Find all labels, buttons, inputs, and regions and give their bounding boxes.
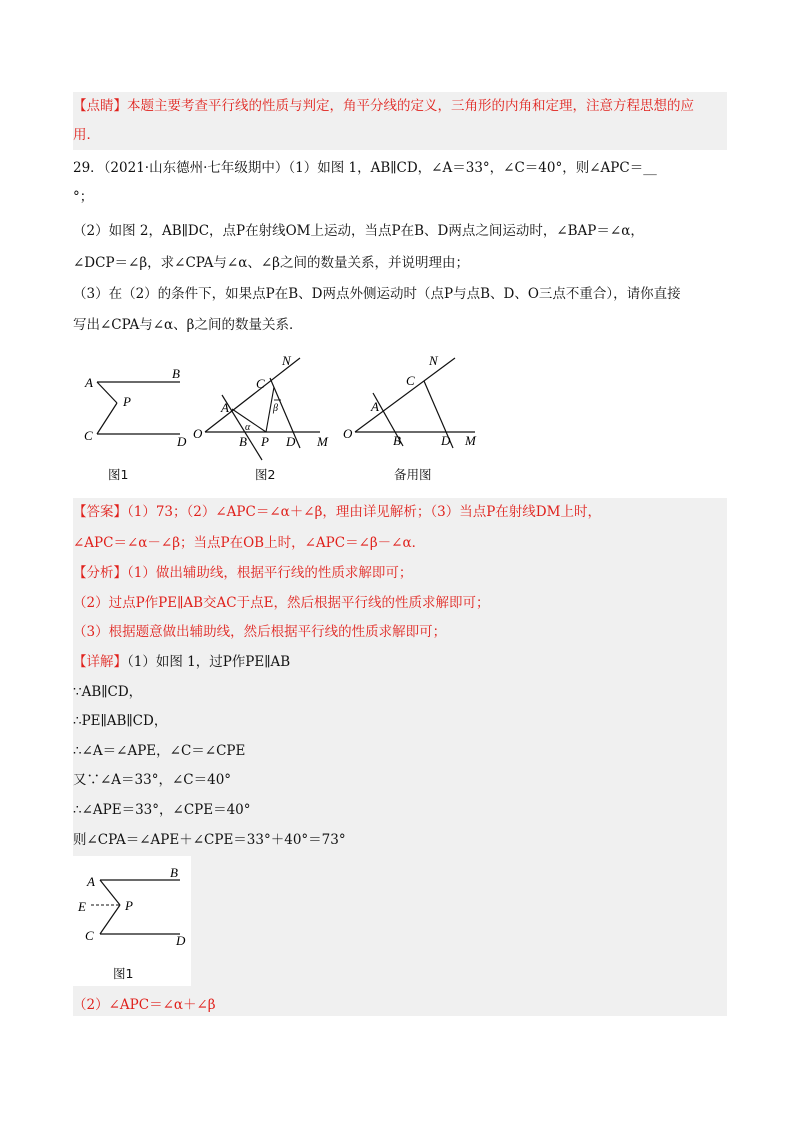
question-part1-cont: °； [73,189,94,205]
detail-line-2: ∵AB∥CD， [73,684,143,700]
fig1-label-c: C [84,428,93,443]
figure-3-diagram [340,348,490,463]
figure-4 [73,856,191,986]
figure-4-caption: 图1 [113,966,134,981]
analysis-label: 【分析】 [73,565,127,581]
question-source: （2021·山东德州·七年级期中） [103,160,289,176]
figure-3-caption: 备用图 [394,467,432,482]
figure-1 [75,360,205,460]
fig4-label-p: P [125,898,133,913]
dianjing-label: 【点睛】 [73,98,127,114]
question-line-1 [73,155,657,181]
figure-1-caption: 图1 [108,467,129,482]
question-number: 29． [73,160,104,176]
question-part2-line2: ∠DCP＝∠β，求∠CPA与∠α、∠β之间的数量关系，并说明理由； [73,255,469,271]
detail-line-1 [73,649,290,675]
fig3-label-m: M [465,433,476,448]
fig2-label-m: M [317,434,328,449]
detail-line-8: （2）∠APC＝∠α＋∠β [73,997,216,1013]
answer-line-1 [73,499,601,525]
figure-2-diagram [190,348,340,463]
analysis-line-1 [73,560,412,586]
fig4-label-b: B [170,865,178,880]
fig3-label-n: N [429,353,438,368]
figure-2-caption: 图2 [255,467,276,482]
detail-line-5: 又∵∠A＝33°，∠C＝40° [73,772,232,788]
answer-label: 【答案】 [73,504,127,520]
question-part3-line1: （3）在（2）的条件下，如果点P在B、D两点外侧运动时（点P与点B、D、O三点不重合），请你直接 [73,286,681,302]
detail-line-4: ∴∠A＝∠APE，∠C＝∠CPE [73,743,246,759]
fig2-label-d: D [286,434,296,449]
question-part1: （1）如图 1，AB∥CD，∠A＝33°，∠C＝40°，则∠APC＝__ [288,160,657,176]
fig2-label-c: C [256,376,265,391]
question-part2-line1: （2）如图 2，AB∥DC，点P在射线OM上运动，当点P在B、D两点之间运动时，∠BAP＝∠α， [73,223,644,239]
detail-line-3: ∴PE∥AB∥CD， [73,713,168,729]
fig3-label-o: O [343,426,353,441]
fig2-label-o: O [193,426,203,441]
answer-text-1: （1）73；（2）∠APC＝∠α＋∠β，理由详见解析；（3）当点P在射线DM上时， [127,504,601,520]
fig3-label-c: C [406,373,415,388]
fig2-label-beta: β [273,403,278,414]
dianjing-line-1 [73,93,694,119]
figure-2 [190,348,340,463]
fig3-label-b: B [393,433,401,448]
fig2-label-p: P [261,434,269,449]
fig2-label-b: B [239,434,247,449]
dianjing-line-2: 用． [73,127,100,143]
fig2-label-a: A [221,400,229,415]
analysis-text-1: （1）做出辅助线，根据平行线的性质求解即可； [127,565,413,581]
analysis-line-3: （3）根据题意做出辅助线，然后根据平行线的性质求解即可； [73,624,447,640]
answer-line-2: ∠APC＝∠α－∠β；当点P在OB上时，∠APC＝∠β－∠α． [73,535,426,551]
fig1-label-p: P [123,394,131,409]
fig4-label-c: C [85,928,94,943]
detail-line-7: 则∠CPA＝∠APE＋∠CPE＝33°＋40°＝73° [73,832,346,848]
figure-1-diagram [75,360,205,460]
dianjing-text-1: 本题主要考查平行线的性质与判定，角平分线的定义，三角形的内角和定理，注意方程思想的应 [127,98,694,114]
fig4-label-d: D [176,933,186,948]
fig4-label-a: A [87,874,95,889]
detail-label: 【详解】 [73,654,127,670]
fig1-label-a: A [85,375,93,390]
fig3-label-a: A [371,399,379,414]
fig4-label-e: E [78,899,86,914]
fig3-label-d: D [441,433,451,448]
figure-3 [340,348,490,463]
fig1-label-b: B [172,366,180,381]
detail-line-6: ∴∠APE＝33°，∠CPE＝40° [73,802,251,818]
fig2-label-alpha: α [245,422,251,433]
question-part3-line2: 写出∠CPA与∠α、β之间的数量关系． [73,317,303,333]
fig2-label-n: N [282,353,291,368]
detail-text-1: （1）如图 1，过P作PE∥AB [127,654,291,670]
fig1-label-d: D [177,434,187,449]
analysis-line-2: （2）过点P作PE∥AB交AC于点E，然后根据平行线的性质求解即可； [73,595,490,611]
